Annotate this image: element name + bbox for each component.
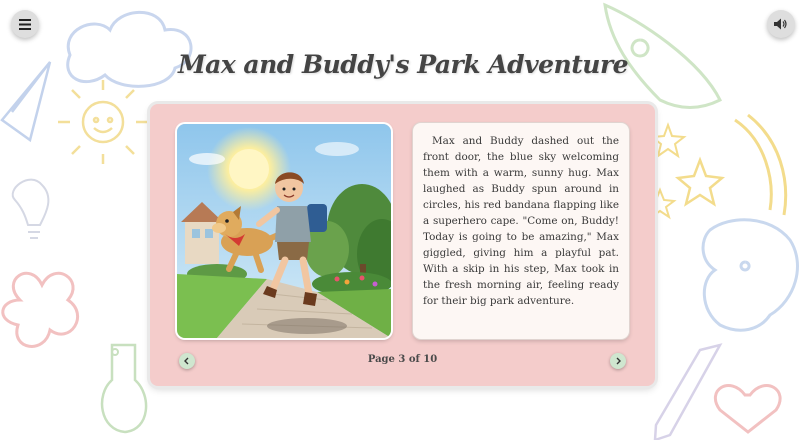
flower-doodle-icon	[3, 273, 78, 346]
menu-button[interactable]	[11, 10, 39, 38]
hamburger-menu-icon	[19, 19, 31, 30]
heart-doodle-icon	[715, 386, 780, 432]
boy-and-dog-running-illustration	[177, 124, 391, 338]
story-title: Max and Buddy's Park Adventure	[177, 50, 629, 79]
sun-doodle-icon	[58, 80, 148, 164]
rainbow-doodle-icon	[735, 115, 786, 215]
next-page-button[interactable]	[610, 353, 626, 369]
flask-doodle-icon	[102, 345, 146, 432]
speaker-volume-icon	[774, 18, 788, 30]
star-doodle-icon	[652, 125, 684, 156]
dinosaur-doodle-icon	[703, 220, 797, 330]
story-paragraph: Max and Buddy dashed out the front door, the blue sky welcoming them with a warm, sunny hug. Max laughed as Buddy spun around in circles, his red bandana flapping like a superhero cape. "Come on, Buddy! Today is going to be amazing," Max giggled, giving him a playful pat. With a skip in his step, Max took in the fresh morning air, feeling ready for their big park adventure.	[423, 135, 619, 307]
sound-toggle-button[interactable]	[767, 10, 795, 38]
pencil-doodle-icon	[655, 345, 720, 440]
story-text-card	[413, 123, 629, 339]
chevron-right-icon	[614, 357, 622, 365]
star-doodle-icon	[678, 160, 722, 204]
storybook-page	[150, 104, 655, 386]
lightbulb-doodle-icon	[13, 180, 49, 238]
page-indicator: Page 3 of 10	[367, 354, 438, 365]
story-illustration	[177, 124, 391, 338]
